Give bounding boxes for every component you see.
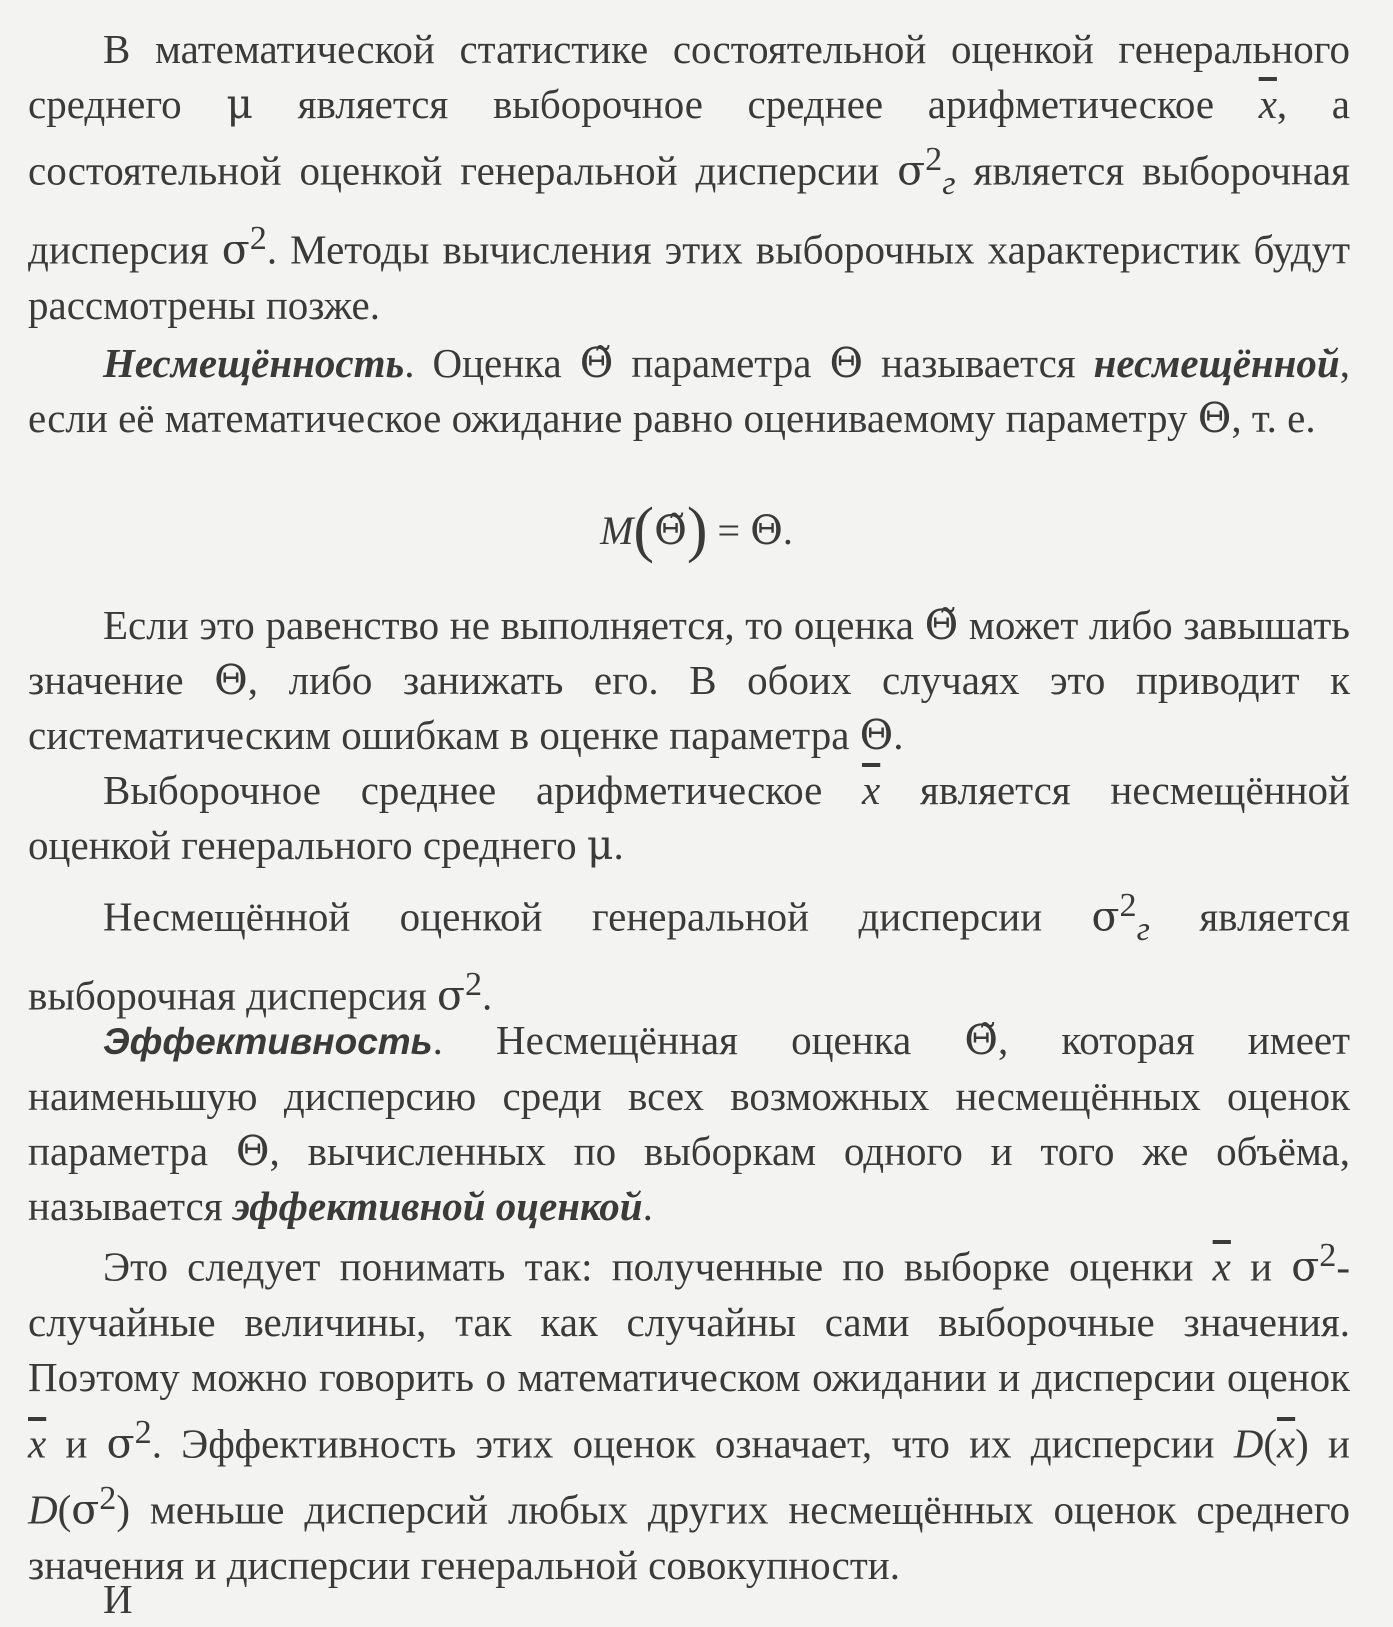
text: .: [613, 822, 624, 868]
paragraph-efficiency: [28, 1013, 1350, 1234]
theta-symbol: Θ: [750, 508, 783, 554]
text: и: [1308, 1420, 1350, 1467]
sample-mean-symbol: $\overline{x}$: [28, 1420, 47, 1467]
text: Выборочное среднее арифметическое: [103, 767, 863, 813]
text: И: [103, 1576, 133, 1622]
formula-paren: (: [633, 496, 655, 564]
text: и: [1230, 1243, 1292, 1290]
formula-unbiased: [0, 496, 1393, 564]
paragraph-mean-unbiased: [28, 763, 1350, 873]
sigma-symbol: σ: [897, 146, 926, 195]
text: , если её математическое ожидание равно оцениваемому параметру: [28, 340, 1350, 441]
superscript: 2: [134, 1413, 152, 1451]
paragraph-bias: [28, 598, 1350, 763]
sample-mean-symbol: $\overline{x}$: [1212, 1243, 1231, 1290]
text: . Оценка: [404, 340, 580, 386]
text: является несмещённой оценкой генерального среднего: [28, 767, 1350, 868]
theta-tilde-symbol: Θ̃: [654, 508, 687, 554]
paragraph-explanation: Это следует понимать так: полученные по выборке оценки $\overline{x}$ и $\sigma^2-$ случайные величины, так как случайны сами выборочные значения. Поэтому можно говорить о математическом ожидании и дисперсии оценок $\overline{x}$ и $\sigma^2$. Эффективность этих оценок означает, что их дисперсии $D(\overline{x})$ и $D(\sigma^2)$ меньше дисперсий любых других несмещённых оценок среднего значения и дисперсии генеральной совокупности.: [28, 1237, 1350, 1588]
paragraph-consistency: [28, 22, 1350, 333]
text: Если это равенство не выполняется, то оценка: [103, 602, 925, 648]
theta-symbol: Θ: [1197, 394, 1232, 442]
text: , а состоятельной оценкой генеральной дисперсии: [28, 81, 1351, 194]
formula-paren: ): [686, 496, 708, 564]
text: является выборочная дисперсия: [28, 893, 1350, 1019]
variance-D: D: [28, 1486, 58, 1533]
formula-period: .: [782, 508, 793, 553]
text: , вычисленных по выборкам одного и того же объёма, называется: [28, 1128, 1350, 1229]
text: .: [642, 1183, 653, 1229]
text: Это следует понимать так: полученные по выборке оценки: [103, 1243, 1213, 1290]
text: , т. е.: [1231, 395, 1316, 441]
text: .: [482, 972, 493, 1019]
theta-symbol: Θ: [829, 339, 864, 387]
sample-mean-symbol: $\overline{x}$: [1258, 81, 1277, 127]
term-definition: несмещённой: [1093, 340, 1340, 386]
text: называется: [863, 340, 1094, 386]
term-heading: Несмещённость: [103, 340, 405, 386]
text: В математической статистике состоятельной оценкой генерального среднего: [28, 26, 1350, 127]
cut-off-line: [28, 1572, 133, 1627]
subscript: г: [1136, 910, 1150, 948]
theta-symbol: Θ: [859, 711, 894, 759]
text: . Методы вычисления этих выборочных характеристик будут рассмотрены позже.: [28, 226, 1351, 328]
text: , либо занижать его. В обоих случаях это приводит к систематическим ошибкам в оценке параметра: [28, 657, 1350, 758]
mu-symbol: μ: [226, 80, 253, 128]
superscript: 2: [925, 141, 943, 178]
term-heading: Эффективность: [103, 1021, 433, 1062]
text: является выборочная дисперсия: [28, 147, 1350, 273]
text: параметра: [613, 340, 830, 386]
superscript: 2: [99, 1480, 117, 1518]
text: . Эффективность этих оценок означает, что их дисперсии: [151, 1420, 1234, 1467]
text: может либо завышать значение: [28, 602, 1350, 703]
mu-symbol: μ: [586, 821, 614, 869]
sigma-symbol: σ: [1291, 1242, 1320, 1291]
text: , которая имеет наименьшую дисперсию среди всех возможных несмещённых оценок параметра: [28, 1017, 1351, 1174]
sigma-symbol: σ: [106, 1419, 135, 1468]
text: .: [893, 712, 904, 758]
text: Несмещённой оценкой генеральной дисперсии: [103, 893, 1092, 940]
sigma-symbol: σ: [71, 1485, 100, 1534]
paragraph-variance-unbiased: [28, 878, 1350, 1024]
theta-tilde-symbol: Θ̃: [964, 1016, 998, 1064]
superscript: 2: [464, 965, 483, 1003]
subscript: г: [942, 164, 956, 202]
variance-D: D: [1233, 1420, 1264, 1467]
theta-symbol: Θ: [214, 656, 248, 704]
theta-tilde-symbol: Θ̃: [579, 339, 614, 387]
text: является выборочное среднее арифметическое: [252, 81, 1259, 127]
theta-symbol: Θ: [235, 1127, 270, 1175]
text: меньше дисперсий любых других несмещённых оценок среднего значения и дисперсии генеральной совокупности.: [28, 1486, 1350, 1588]
sigma-symbol: σ: [221, 225, 250, 274]
text: . Несмещённая оценка: [432, 1017, 965, 1063]
paragraph-unbiasedness: [28, 336, 1350, 446]
text: и: [46, 1420, 107, 1467]
formula-equals: =: [707, 508, 751, 553]
sigma-symbol: σ: [1091, 892, 1120, 941]
theta-tilde-symbol: Θ̃: [924, 601, 959, 649]
sigma-symbol: σ: [436, 971, 465, 1020]
sample-mean-symbol: $\overline{x}$: [1276, 1420, 1296, 1467]
superscript: 2: [249, 219, 267, 257]
superscript: 2: [1119, 887, 1137, 924]
formula-M: M: [600, 508, 634, 553]
sample-mean-symbol: $\overline{x}$: [862, 767, 881, 813]
text: - случайные величины, так как случайны сами выборочные значения. Поэтому можно говорить о математическом ожидании и дисперсии оценок: [28, 1243, 1350, 1400]
superscript: 2: [1319, 1237, 1337, 1274]
term-definition: эффективной оценкой: [232, 1183, 643, 1229]
